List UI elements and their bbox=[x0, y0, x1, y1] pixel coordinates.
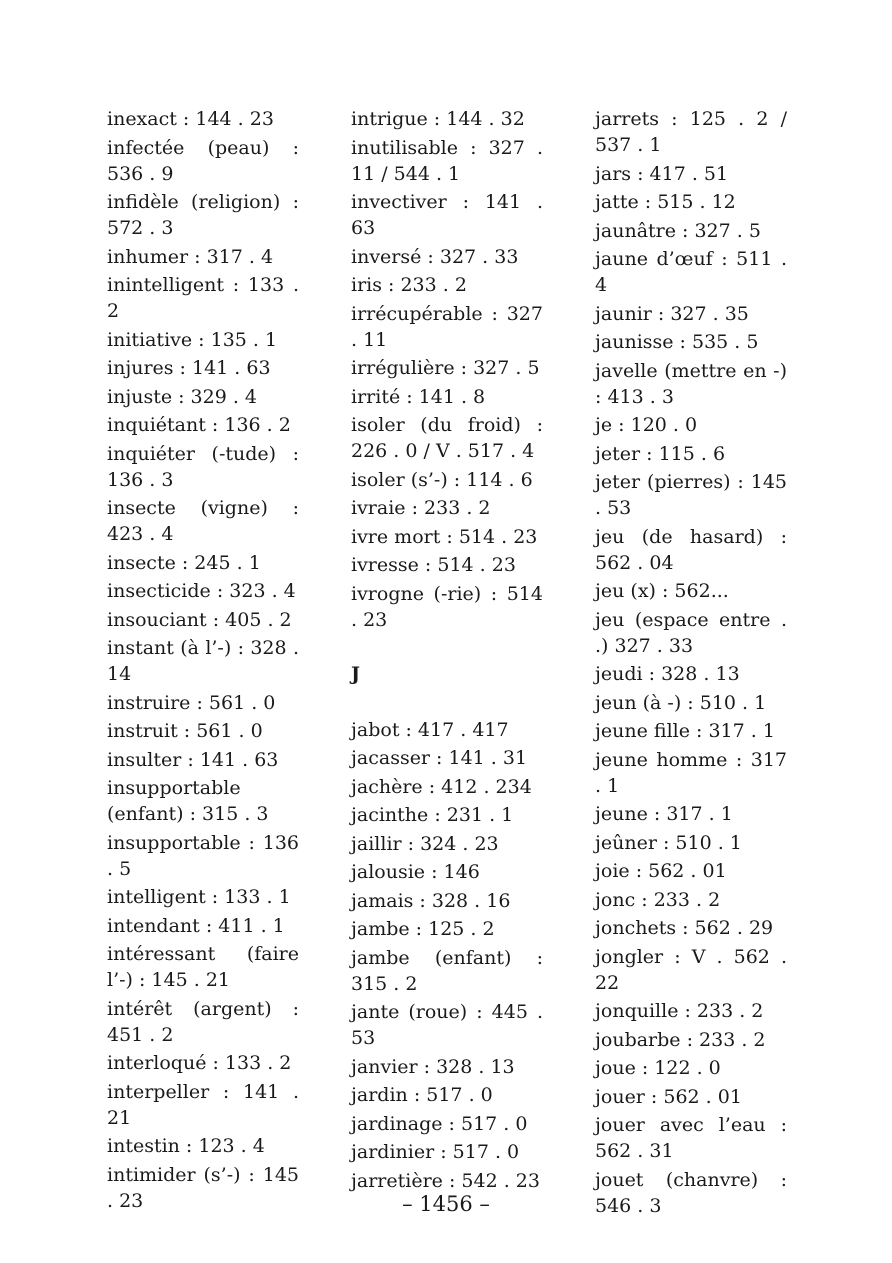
index-column-2-entries-i bbox=[351, 106, 543, 633]
index-entry: insecticide : 323 . 4 bbox=[107, 580, 296, 602]
index-entry: jeune : 317 . 1 bbox=[595, 803, 733, 825]
index-entry: jardinier : 517 . 0 bbox=[351, 1141, 520, 1163]
index-entry: insecte (vigne) : 423 . 4 bbox=[107, 497, 299, 545]
index-entry: ivresse : 514 . 23 bbox=[351, 554, 516, 576]
index-entry: inexact : 144 . 23 bbox=[107, 108, 274, 130]
index-entry: jars : 417 . 51 bbox=[595, 162, 729, 185]
index-entry: jamais : 328 . 16 bbox=[351, 889, 511, 912]
index-entry: jongler : V . 562 . 22 bbox=[595, 945, 787, 994]
index-entry: inhumer : 317 . 4 bbox=[107, 245, 274, 268]
index-entry: jachère : 412 . 234 bbox=[351, 775, 532, 798]
index-entry: inquiéter (-tude) : 136 . 3 bbox=[107, 442, 299, 491]
index-entry: inquiétant : 136 . 2 bbox=[107, 414, 291, 436]
index-entry: jante (roue) : 445 . 53 bbox=[351, 1001, 543, 1049]
index-entry: injures : 141 . 63 bbox=[107, 357, 271, 379]
index-entry: insulter : 141 . 63 bbox=[107, 748, 279, 771]
index-entry: jeu (espace entre . .) 327 . 33 bbox=[595, 608, 787, 657]
index-entry: ivrogne (-rie) : 514 . 23 bbox=[351, 582, 543, 631]
index-entry: jaunâtre : 327 . 5 bbox=[595, 219, 761, 242]
index-entry: injuste : 329 . 4 bbox=[107, 385, 258, 408]
index-entry: jaune d’œuf : 511 . 4 bbox=[595, 248, 787, 296]
index-entry: joubarbe : 233 . 2 bbox=[595, 1028, 766, 1051]
index-entry: jaunir : 327 . 35 bbox=[595, 302, 749, 325]
page-number: – 1456 – bbox=[402, 1192, 490, 1216]
index-entry: inintelligent : 133 . 2 bbox=[107, 274, 299, 322]
index-entry: jonchets : 562 . 29 bbox=[595, 917, 774, 939]
index-entry: jeun (à -) : 510 . 1 bbox=[595, 691, 767, 714]
index-entry: irrégulière : 327 . 5 bbox=[351, 357, 540, 379]
index-entry: jeune fille : 317 . 1 bbox=[595, 720, 775, 742]
index-entry: jeter (pierres) : 145 . 53 bbox=[595, 471, 787, 519]
index-entry: insecte : 245 . 1 bbox=[107, 551, 261, 574]
index-entry: insouciant : 405 . 2 bbox=[107, 608, 292, 631]
index-entry: jouet (chanvre) : 546 . 3 bbox=[595, 1168, 787, 1217]
index-entry: instant (à l’-) : 328 . 14 bbox=[107, 637, 299, 685]
index-entry: intimider (s’-) : 145 . 23 bbox=[107, 1163, 299, 1212]
index-entry: jonc : 233 . 2 bbox=[595, 888, 721, 911]
index-entry: jonquille : 233 . 2 bbox=[595, 1000, 764, 1022]
index-entry: irrité : 141 . 8 bbox=[351, 385, 486, 408]
index-entry: instruire : 561 . 0 bbox=[107, 691, 276, 714]
index-entry: jouer : 562 . 01 bbox=[595, 1085, 742, 1108]
index-entry: jalousie : 146 bbox=[351, 861, 480, 883]
index-entry: jacasser : 141 . 31 bbox=[351, 747, 528, 769]
index-entry: invectiver : 141 . 63 bbox=[351, 191, 543, 239]
index-entry: insupportable : 136 . 5 bbox=[107, 831, 299, 880]
index-entry: jacinthe : 231 . 1 bbox=[351, 804, 514, 826]
index-entry: jouer avec l’eau : 562 . 31 bbox=[595, 1114, 787, 1162]
index-entry: jeu (x) : 562... bbox=[595, 580, 729, 602]
index-entry: iris : 233 . 2 bbox=[351, 274, 467, 296]
index-entry: jambe (enfant) : 315 . 2 bbox=[351, 946, 543, 995]
index-entry: jeûner : 510 . 1 bbox=[595, 831, 742, 854]
index-entry: initiative : 135 . 1 bbox=[107, 328, 278, 351]
index-entry: jaillir : 324 . 23 bbox=[351, 832, 499, 855]
index-entry: jeu (de hasard) : 562 . 04 bbox=[595, 525, 787, 574]
index-entry: inversé : 327 . 33 bbox=[351, 245, 519, 268]
index-entry: janvier : 328 . 13 bbox=[351, 1055, 515, 1078]
index-column-2 bbox=[351, 106, 543, 1196]
index-entry: javelle (mettre en -) : 413 . 3 bbox=[595, 359, 787, 408]
index-column-2-entries-j bbox=[351, 717, 543, 1194]
index-entry: jardinage : 517 . 0 bbox=[351, 1112, 528, 1135]
index-entry: intrigue : 144 . 32 bbox=[351, 108, 525, 130]
index-entry: jeter : 115 . 6 bbox=[595, 442, 726, 465]
index-entry: intestin : 123 . 4 bbox=[107, 1135, 265, 1157]
index-entry: jambe : 125 . 2 bbox=[351, 918, 495, 940]
index-entry: jarrets : 125 . 2 / 537 . 1 bbox=[595, 108, 787, 156]
index-entry: interpeller : 141 . 21 bbox=[107, 1080, 299, 1129]
index-entry: intéressant (faire l’-) : 145 . 21 bbox=[107, 943, 299, 991]
index-column-3 bbox=[595, 106, 787, 1221]
index-entry: jardin : 517 . 0 bbox=[351, 1084, 493, 1106]
section-letter-heading: J bbox=[351, 662, 360, 685]
index-entry: ivre mort : 514 . 23 bbox=[351, 525, 538, 548]
index-entry: insupportable (enfant) : 315 . 3 bbox=[107, 777, 269, 825]
index-entry: jeune homme : 317 . 1 bbox=[595, 748, 787, 797]
index-entry: infectée (peau) : 536 . 9 bbox=[107, 136, 299, 185]
index-entry: interloqué : 133 . 2 bbox=[107, 1052, 292, 1074]
index-entry: irrécupérable : 327 . 11 bbox=[351, 302, 543, 351]
index-entry: instruit : 561 . 0 bbox=[107, 720, 263, 742]
index-entry: ivraie : 233 . 2 bbox=[351, 497, 491, 519]
index-entry: joie : 562 . 01 bbox=[595, 860, 727, 882]
index-column-1 bbox=[107, 106, 299, 1216]
index-entry: isoler (du froid) : 226 . 0 / V . 517 . 4 bbox=[351, 414, 543, 462]
index-entry: jatte : 515 . 12 bbox=[595, 191, 736, 213]
index-entry: intelligent : 133 . 1 bbox=[107, 886, 291, 908]
index-entry: joue : 122 . 0 bbox=[595, 1057, 721, 1079]
index-entry: intendant : 411 . 1 bbox=[107, 914, 285, 937]
index-entry: jabot : 417 . 417 bbox=[351, 718, 509, 741]
index-entry: jarretière : 542 . 23 bbox=[351, 1169, 540, 1192]
index-entry: je : 120 . 0 bbox=[595, 414, 698, 436]
index-entry: isoler (s’-) : 114 . 6 bbox=[351, 468, 533, 491]
index-entry: intérêt (argent) : 451 . 2 bbox=[107, 997, 299, 1046]
index-entry: inutilisable : 327 . 11 / 544 . 1 bbox=[351, 136, 543, 185]
index-entry: jeudi : 328 . 13 bbox=[595, 663, 740, 685]
index-entry: infidèle (religion) : 572 . 3 bbox=[107, 191, 299, 239]
index-entry: jaunisse : 535 . 5 bbox=[595, 331, 759, 353]
